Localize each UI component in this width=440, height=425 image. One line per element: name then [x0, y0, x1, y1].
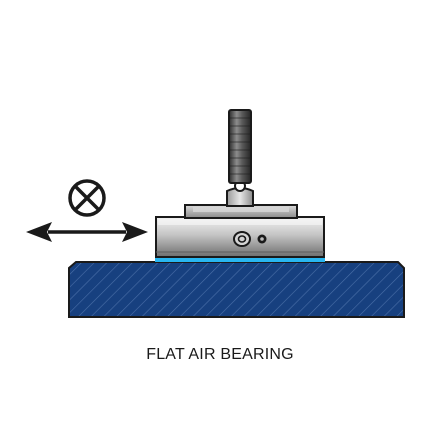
threaded-stud — [229, 110, 251, 183]
diagram-caption: FLAT AIR BEARING — [146, 346, 294, 363]
ball-socket — [227, 181, 253, 206]
granite-base — [69, 262, 404, 317]
bidirectional-horizontal-arrow-icon — [26, 222, 148, 242]
into-page-x-circle-icon — [70, 181, 104, 215]
